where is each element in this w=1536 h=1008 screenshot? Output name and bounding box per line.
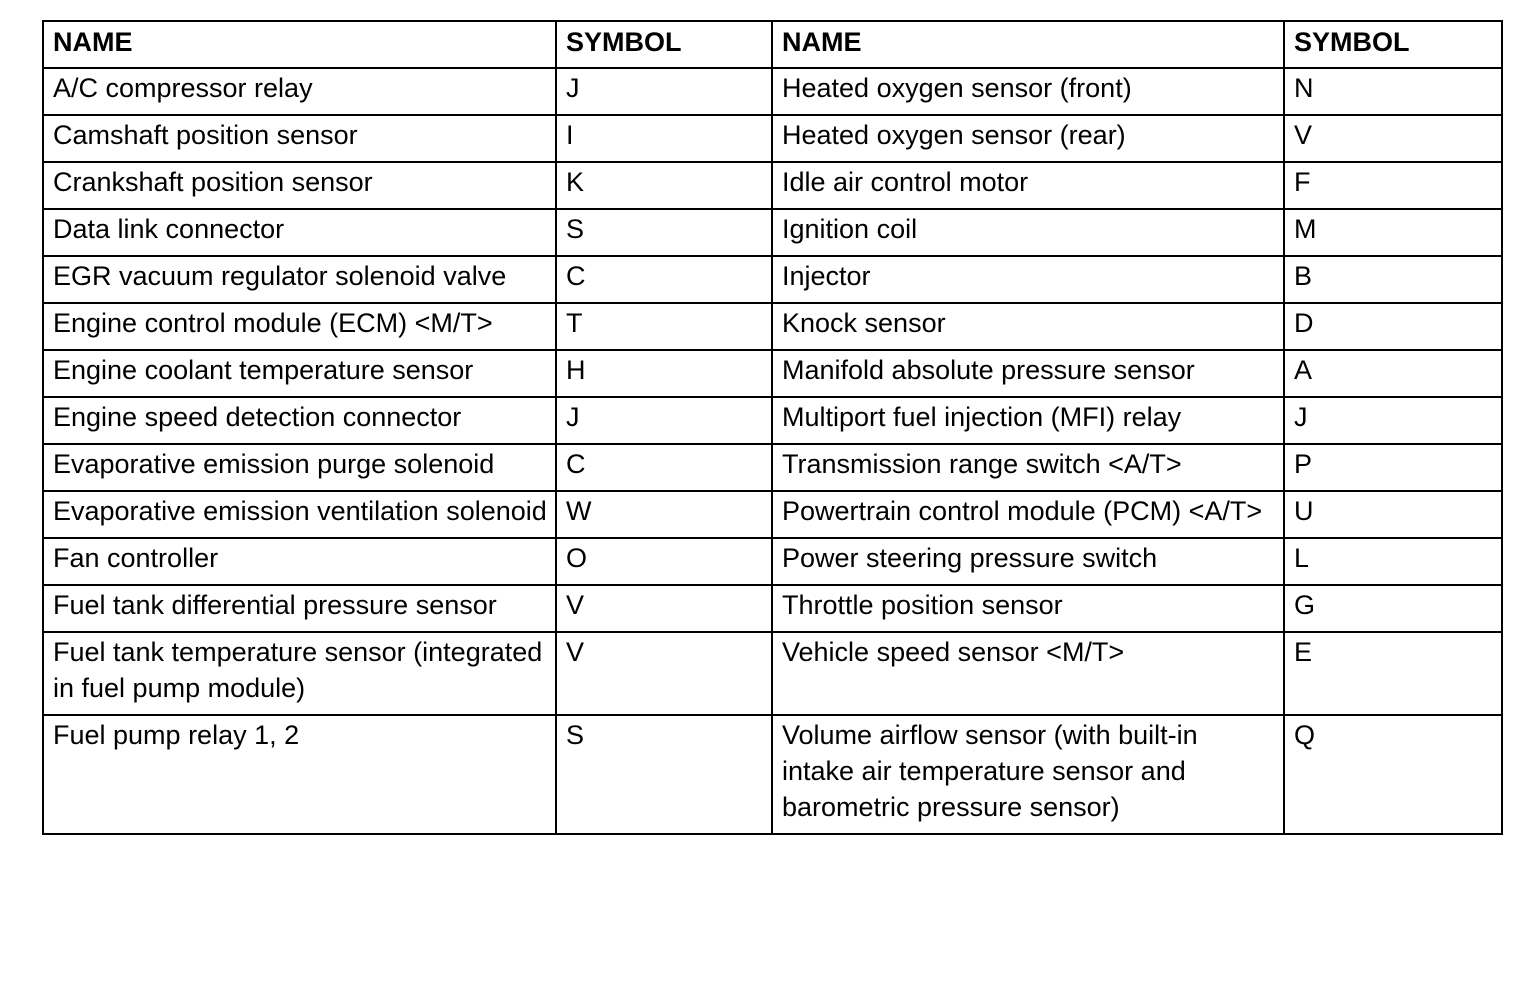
name-cell: Heated oxygen sensor (front) — [772, 68, 1284, 115]
name-cell: A/C compressor relay — [43, 68, 556, 115]
symbol-cell: J — [1284, 397, 1502, 444]
symbol-cell: A — [1284, 350, 1502, 397]
symbol-cell: E — [1284, 632, 1502, 715]
table-row — [43, 209, 1502, 256]
table-row — [43, 115, 1502, 162]
name-cell: Power steering pressure switch — [772, 538, 1284, 585]
table-row — [43, 162, 1502, 209]
header-name-right: NAME — [772, 21, 1284, 68]
symbol-cell: G — [1284, 585, 1502, 632]
name-cell: Transmission range switch <A/T> — [772, 444, 1284, 491]
table-row — [43, 256, 1502, 303]
name-cell: Fuel tank differential pressure sensor — [43, 585, 556, 632]
name-cell: Crankshaft position sensor — [43, 162, 556, 209]
name-cell: Engine control module (ECM) <M/T> — [43, 303, 556, 350]
symbol-cell: J — [556, 397, 772, 444]
component-symbol-table — [42, 20, 1503, 835]
symbol-cell: F — [1284, 162, 1502, 209]
name-cell: Volume airflow sensor (with built-in intake air temperature sensor and barometric pressure sensor) — [772, 715, 1284, 834]
name-cell: Camshaft position sensor — [43, 115, 556, 162]
name-cell: Fuel pump relay 1, 2 — [43, 715, 556, 834]
name-cell: Data link connector — [43, 209, 556, 256]
symbol-cell: B — [1284, 256, 1502, 303]
symbol-cell: P — [1284, 444, 1502, 491]
symbol-cell: L — [1284, 538, 1502, 585]
name-cell: Heated oxygen sensor (rear) — [772, 115, 1284, 162]
name-cell: Ignition coil — [772, 209, 1284, 256]
symbol-cell: S — [556, 715, 772, 834]
table-row — [43, 303, 1502, 350]
table-row — [43, 632, 1502, 715]
name-cell: Throttle position sensor — [772, 585, 1284, 632]
symbol-cell: N — [1284, 68, 1502, 115]
table-row — [43, 538, 1502, 585]
name-cell: Fan controller — [43, 538, 556, 585]
symbol-cell: M — [1284, 209, 1502, 256]
header-symbol-left: SYMBOL — [556, 21, 772, 68]
symbol-cell: O — [556, 538, 772, 585]
header-name-left: NAME — [43, 21, 556, 68]
table-row — [43, 397, 1502, 444]
symbol-cell: V — [556, 585, 772, 632]
name-cell: Engine speed detection connector — [43, 397, 556, 444]
symbol-cell: I — [556, 115, 772, 162]
symbol-cell: D — [1284, 303, 1502, 350]
table-row — [43, 715, 1502, 834]
symbol-cell: W — [556, 491, 772, 538]
name-cell: Evaporative emission ventilation solenoid — [43, 491, 556, 538]
symbol-cell: K — [556, 162, 772, 209]
symbol-cell: C — [556, 444, 772, 491]
name-cell: Manifold absolute pressure sensor — [772, 350, 1284, 397]
name-cell: EGR vacuum regulator solenoid valve — [43, 256, 556, 303]
name-cell: Injector — [772, 256, 1284, 303]
symbol-cell: T — [556, 303, 772, 350]
symbol-cell: U — [1284, 491, 1502, 538]
symbol-cell: S — [556, 209, 772, 256]
name-cell: Multiport fuel injection (MFI) relay — [772, 397, 1284, 444]
symbol-cell: H — [556, 350, 772, 397]
symbol-cell: J — [556, 68, 772, 115]
table-row — [43, 350, 1502, 397]
header-symbol-right: SYMBOL — [1284, 21, 1502, 68]
name-cell: Evaporative emission purge solenoid — [43, 444, 556, 491]
table-row — [43, 68, 1502, 115]
symbol-cell: C — [556, 256, 772, 303]
symbol-cell: V — [1284, 115, 1502, 162]
name-cell: Engine coolant temperature sensor — [43, 350, 556, 397]
symbol-cell: V — [556, 632, 772, 715]
name-cell: Knock sensor — [772, 303, 1284, 350]
table-header-row — [43, 21, 1502, 68]
name-cell: Idle air control motor — [772, 162, 1284, 209]
name-cell: Fuel tank temperature sensor (integrated in fuel pump module) — [43, 632, 556, 715]
table-row — [43, 491, 1502, 538]
table-row — [43, 585, 1502, 632]
table-row — [43, 444, 1502, 491]
name-cell: Vehicle speed sensor <M/T> — [772, 632, 1284, 715]
symbol-cell: Q — [1284, 715, 1502, 834]
name-cell: Powertrain control module (PCM) <A/T> — [772, 491, 1284, 538]
